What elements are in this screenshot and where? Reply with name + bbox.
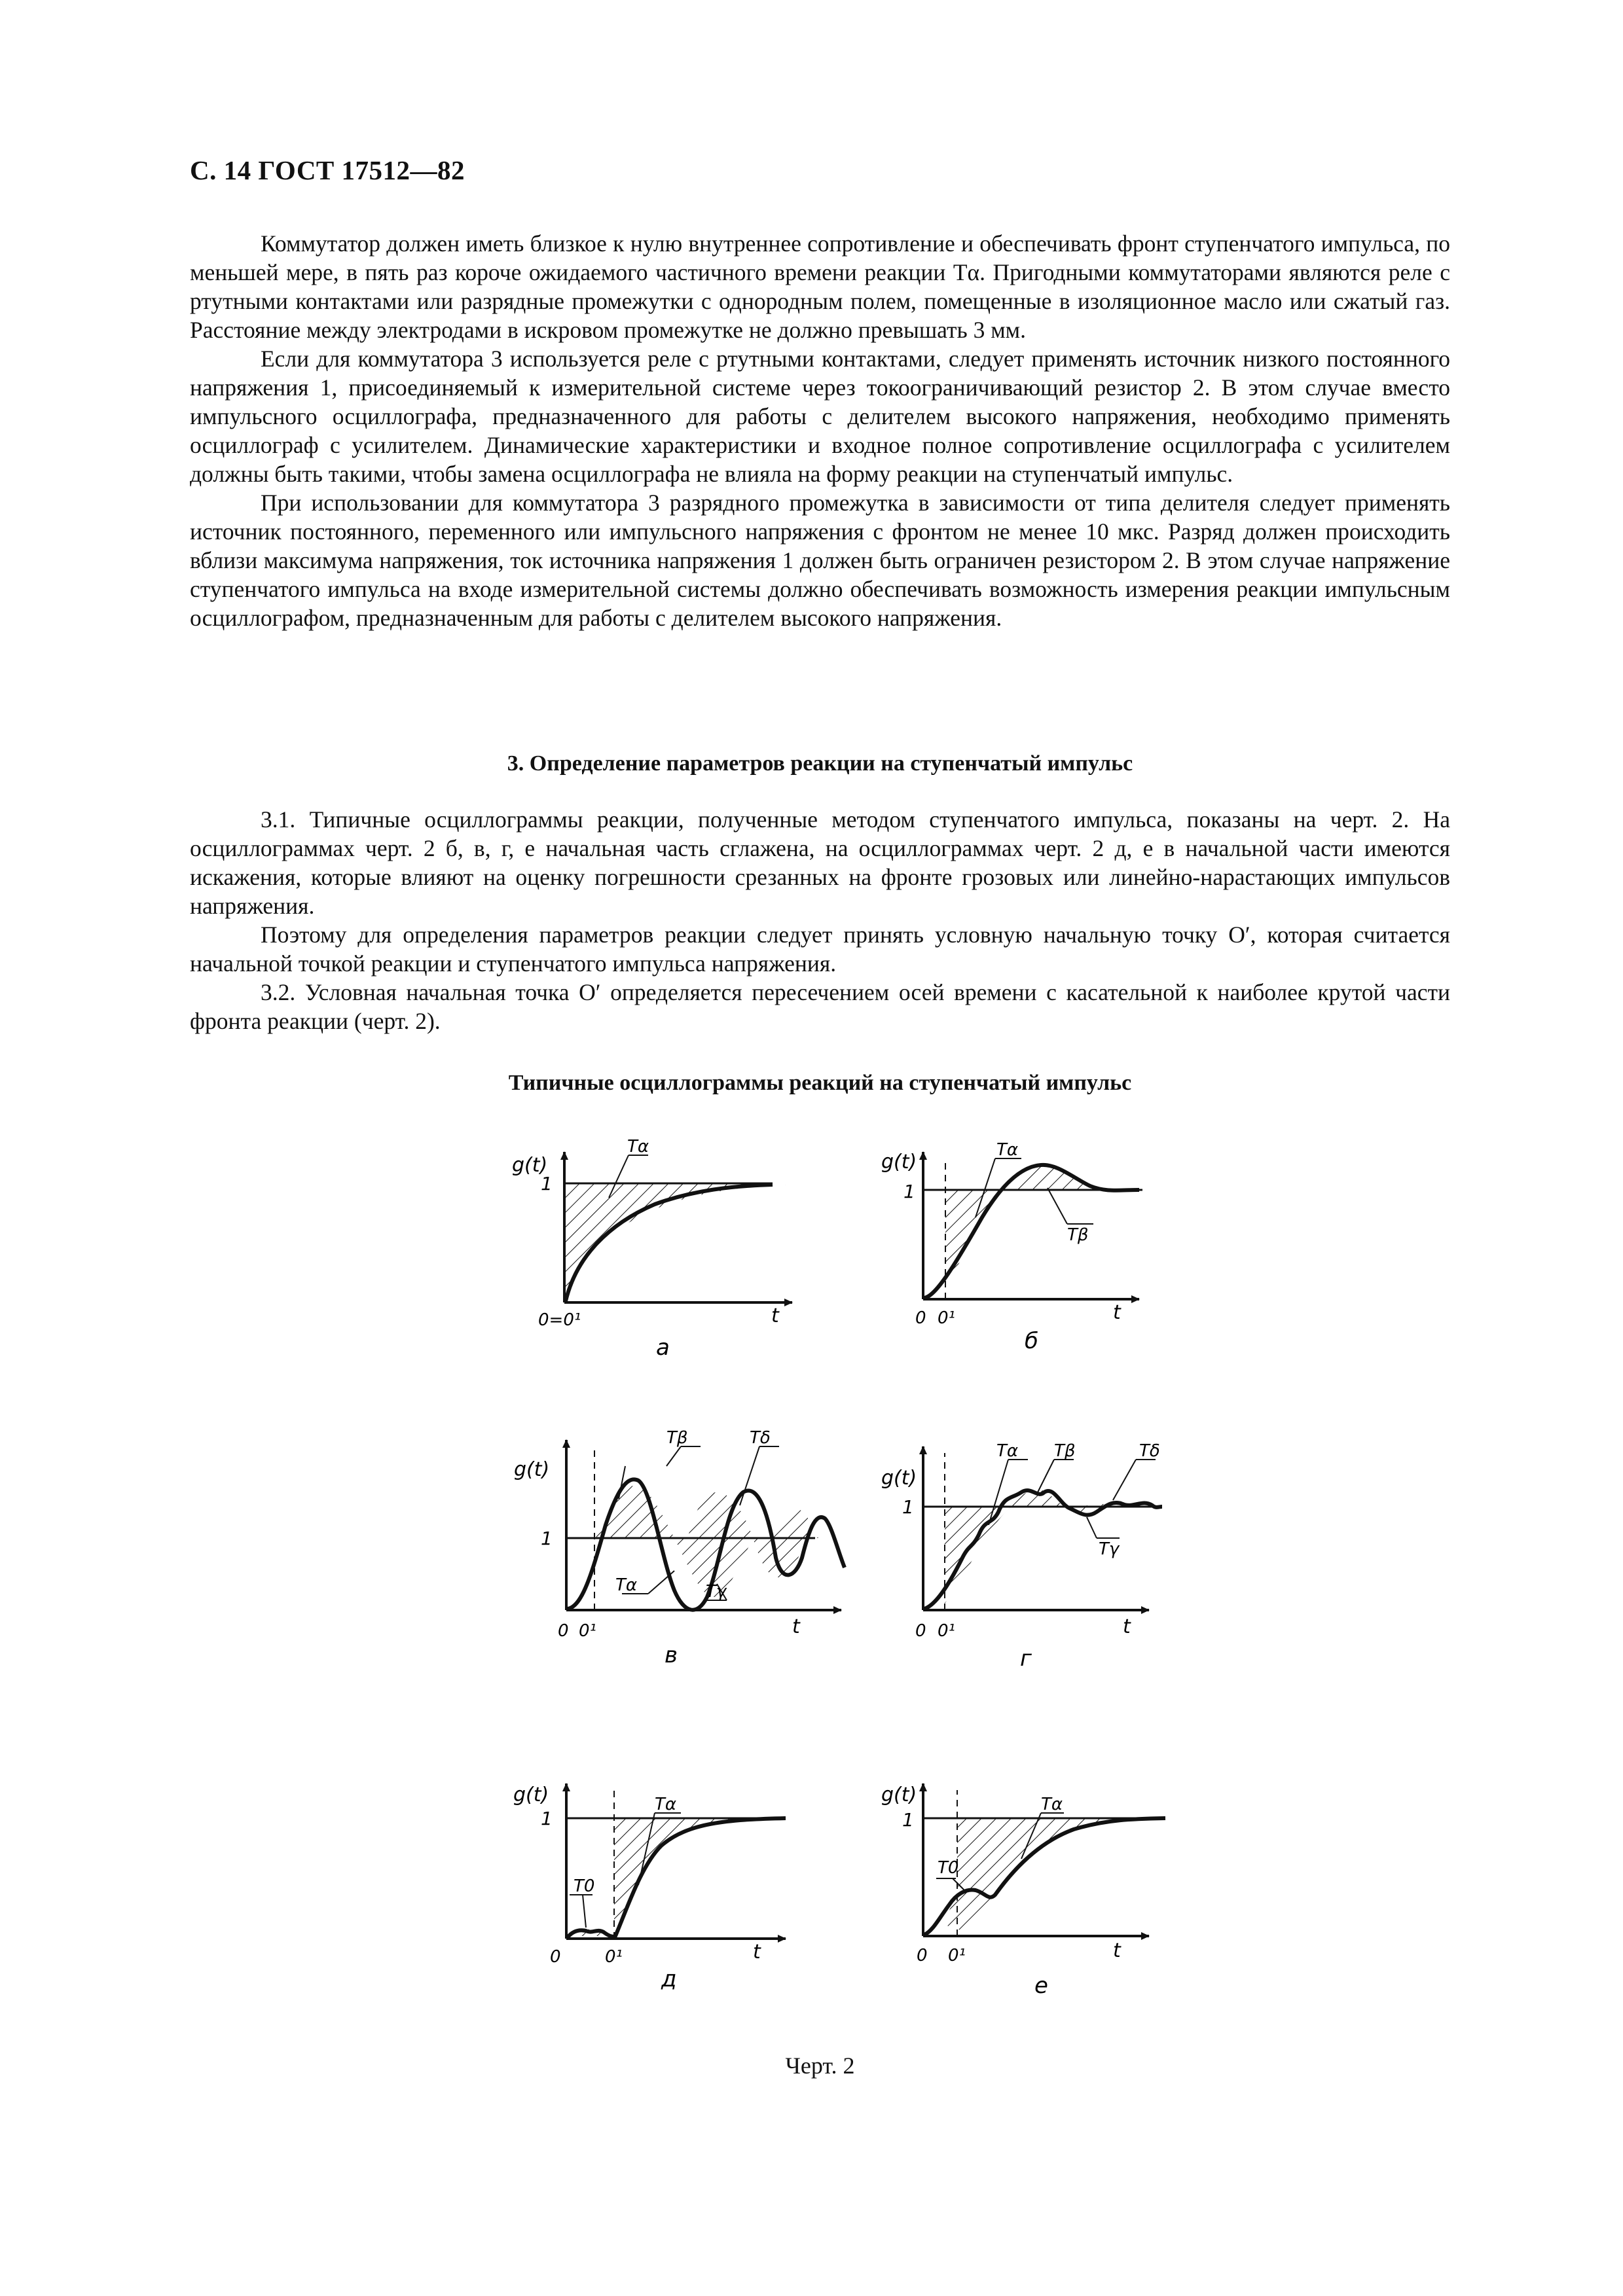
y-label: g(t) <box>881 1151 917 1174</box>
hatch-region <box>957 1818 1152 1898</box>
param-label: Tδ <box>750 1428 771 1448</box>
y-label: g(t) <box>514 1458 550 1481</box>
hatch-region <box>945 1190 1008 1289</box>
plot-a <box>564 1152 792 1302</box>
param-label: Tα <box>627 1137 649 1157</box>
origin-label: 0 <box>915 1308 926 1328</box>
hatch-region <box>614 1818 766 1936</box>
t-label: t <box>1113 1939 1121 1962</box>
y-label: g(t) <box>513 1784 549 1806</box>
section-title: 3. Определение параметров реакции на ступенчатый импульс <box>507 751 1133 776</box>
origin-label: 0 <box>917 1946 928 1965</box>
param-label: Tα <box>996 1140 1019 1160</box>
origin-label: 0 <box>558 1621 569 1641</box>
t-label: t <box>1123 1615 1131 1638</box>
plot-label: в <box>665 1642 678 1668</box>
level-label: 1 <box>541 1173 553 1194</box>
param-label: Tα <box>615 1575 638 1595</box>
plot-label: г <box>1020 1645 1032 1672</box>
origin-prime-label: 0¹ <box>579 1621 596 1641</box>
param-label: Tβ <box>1054 1441 1076 1461</box>
param-label: Tα <box>655 1795 677 1814</box>
plot-label: а <box>656 1335 670 1361</box>
param-label: Tα <box>996 1441 1019 1461</box>
t-label: t <box>792 1615 800 1638</box>
page-header: С. 14 ГОСТ 17512—82 <box>190 155 465 185</box>
plot-label: б <box>1025 1328 1038 1354</box>
leader-line <box>1048 1188 1067 1224</box>
origin-prime-label: 0¹ <box>938 1308 955 1328</box>
y-label: g(t) <box>512 1154 548 1177</box>
param-label: Tβ <box>666 1428 688 1448</box>
t-label: t <box>753 1941 761 1964</box>
figure-title: Типичные осциллограммы реакций на ступенчатый импульс <box>508 1071 1132 1095</box>
y-label: g(t) <box>881 1784 917 1806</box>
paragraph: 3.2. Условная начальная точка О′ определяется пересечением осей времени с касательной к наиболее крутой части фронта реакции (черт. 2). <box>190 979 1450 1034</box>
origin-label: 0 <box>550 1947 561 1967</box>
paragraph: При использовании для коммутатора 3 разрядного промежутка в зависимости от типа делителя следует применять источник постоянного, переменного или импульсного напряжения с фронтом не менее 10 мкс. Разряд должен происходить вблизи максимума напряжения, ток источника напряжения 1 должен быть ограничен резистором 2. В этом случае напряжение ступенчатого импульса на входе измерительной системы должно обеспечивать возможность измерения реакции импульсным осциллографом, предназначенным для работы с делителем высокого напряжения. <box>190 490 1450 631</box>
plot-g <box>923 1446 1162 1610</box>
t-label: t <box>1113 1301 1121 1324</box>
param-label: Tβ <box>1067 1225 1089 1245</box>
plot-label: д <box>661 1966 677 1992</box>
origin-label: 0 <box>915 1621 926 1641</box>
param-label: Tδ <box>1139 1441 1160 1461</box>
plot-label: е <box>1034 1973 1048 1999</box>
plot-b <box>923 1152 1142 1299</box>
param-label: Tγ <box>1099 1539 1120 1559</box>
paragraph: Коммутатор должен иметь близкое к нулю внутреннее сопротивление и обеспечивать фронт ступенчатого импульса, по меньшей мере, в пять раз короче ожидаемого частичного времени реакции Tα. Пригодными коммутаторами являются реле с ртутными контактами или разрядные промежутки с однородным полем, помещенные в изоляционное масло или сжатый газ. Расстояние между электродами в искровом промежутке не должно превышать 3 мм. <box>190 230 1450 343</box>
origin-prime-label: 0¹ <box>948 1946 966 1965</box>
figure-caption: Черт. 2 <box>785 2053 855 2079</box>
level-label: 1 <box>903 1181 915 1202</box>
param-label: T0 <box>574 1876 595 1896</box>
t-label: t <box>771 1304 779 1327</box>
param-label: Tα <box>1041 1795 1063 1814</box>
param-label: Tγ <box>706 1582 727 1602</box>
paragraph: Если для коммутатора 3 используется реле с ртутными контактами, следует применять источник низкого постоянного напряжения 1, присоединяемый к измерительной системе через токоограничивающий резистор 2. В этом случае вместо импульсного осциллографа, предназначенного для работы с делителем высокого напряжения, необходимо применять осциллограф с усилителем. Динамические характеристики и входное полное сопротивление осциллографа с усилителем должны быть такими, чтобы замена осциллографа не влияла на форму реакции на ступенчатый импульс. <box>190 346 1450 487</box>
level-label: 1 <box>902 1496 914 1518</box>
paragraph: Поэтому для определения параметров реакции следует принять условную начальную точку О′, которая считается начальной точкой реакции и ступенчатого импульса напряжения. <box>190 922 1450 977</box>
param-label: T0 <box>938 1858 959 1878</box>
y-label: g(t) <box>881 1467 917 1490</box>
hatch-region <box>753 1538 805 1577</box>
level-label: 1 <box>541 1808 553 1829</box>
origin-prime-label: 0¹ <box>605 1947 623 1967</box>
response-curve <box>568 1818 786 1937</box>
paragraph: 3.1. Типичные осциллограммы реакции, полученные методом ступенчатого импульса, показаны на черт. 2. На осциллограммах черт. 2 б, в, г, е начальная часть сглажена, на осциллограммах черт. 2 д, е в начальной части имеются искажения, которые влияют на оценку погрешности срезанных на фронте грозовых или линейно-нарастающих импульсов напряжения. <box>190 806 1450 919</box>
level-label: 1 <box>902 1809 914 1831</box>
hatch-region <box>596 1486 674 1538</box>
origin-prime-label: 0¹ <box>938 1621 955 1641</box>
origin-label: 0=0¹ <box>538 1310 581 1330</box>
level-label: 1 <box>541 1528 553 1549</box>
hatch-region <box>687 1492 753 1538</box>
hatch-region <box>945 1507 1012 1604</box>
